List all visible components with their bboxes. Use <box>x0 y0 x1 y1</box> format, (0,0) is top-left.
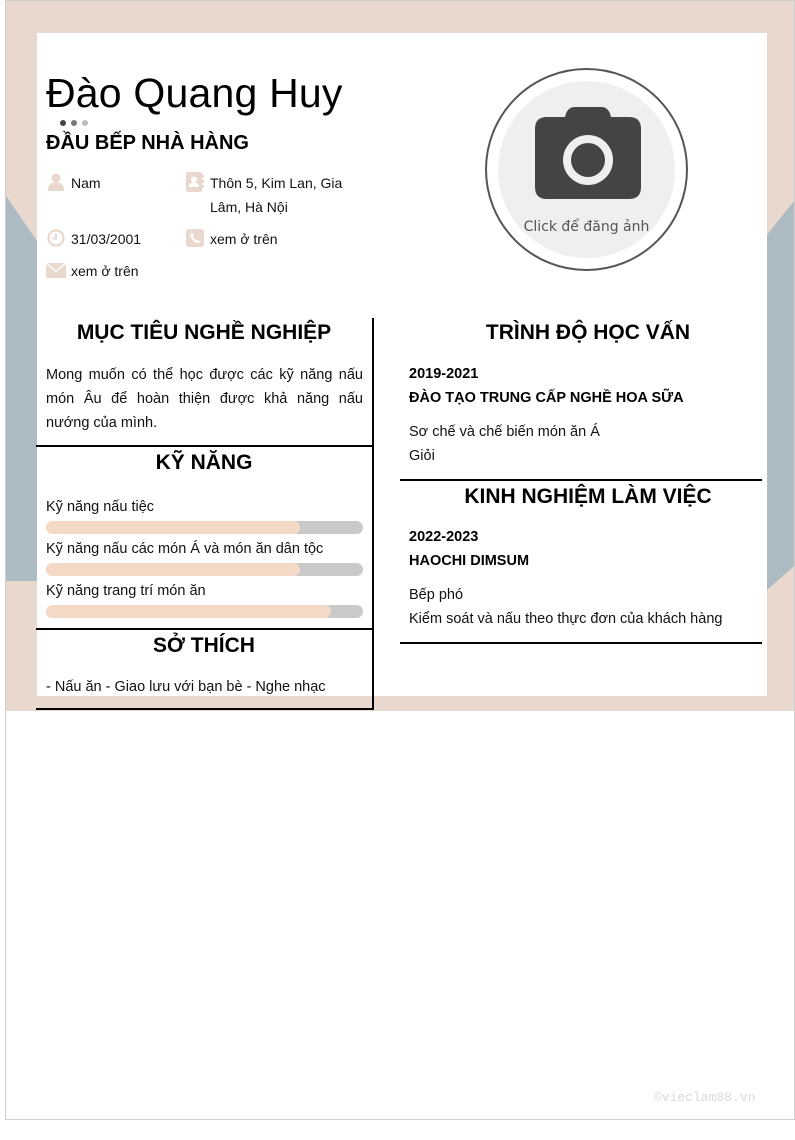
experience-position[interactable]: Bếp phó <box>409 587 464 603</box>
skill-bar-fill <box>46 605 331 618</box>
avatar-upload[interactable] <box>485 68 688 271</box>
drag-handle-dots[interactable] <box>60 120 88 126</box>
skill-label[interactable]: Kỹ năng nấu các món Á và món ăn dân tộc <box>46 541 324 557</box>
experience-description[interactable]: Kiểm soát và nấu theo thực đơn của khách hàng <box>409 611 723 627</box>
education-title[interactable]: TRÌNH ĐỘ HỌC VẤN <box>485 321 691 344</box>
address-line-1: Thôn 5, Kim Lan, Gia <box>210 175 343 191</box>
skill-bar[interactable] <box>46 521 363 534</box>
education-major[interactable]: Sơ chế và chế biến món ăn Á <box>409 424 600 440</box>
skill-bar[interactable] <box>46 563 363 576</box>
phone-icon <box>185 228 205 248</box>
objective-text[interactable]: Mong muốn có thể học được các kỹ năng nấu món Âu để hoàn thiện được khả năng nấu nướng của mình. <box>46 367 363 431</box>
phone-value[interactable]: xem ở trên <box>210 231 278 247</box>
hobbies-title[interactable]: SỞ THÍCH <box>153 634 255 657</box>
section-divider <box>36 628 374 630</box>
right-accent-shape <box>766 196 795 606</box>
experience-period[interactable]: 2022-2023 <box>409 529 479 545</box>
skill-bar-fill <box>46 563 300 576</box>
objective-title[interactable]: MỤC TIÊU NGHỀ NGHIỆP <box>76 321 332 344</box>
watermark: ©vieclam88.vn <box>654 1090 756 1105</box>
section-divider <box>36 445 374 447</box>
section-divider <box>36 708 374 710</box>
info-phone <box>185 227 278 251</box>
contact-book-icon <box>185 172 205 192</box>
skill-bar-fill <box>46 521 300 534</box>
address-line-2: Lâm, Hà Nội <box>210 199 288 215</box>
email-value[interactable]: xem ở trên <box>71 263 139 279</box>
avatar-caption: Click để đăng ảnh <box>523 219 650 235</box>
envelope-icon <box>46 260 66 280</box>
experience-title[interactable]: KINH NGHIỆM LÀM VIỆC <box>464 485 712 508</box>
avatar-placeholder <box>498 81 675 258</box>
info-address <box>185 171 355 219</box>
education-school[interactable]: ĐÀO TẠO TRUNG CẤP NGHỀ HOA SỮA <box>409 390 684 406</box>
dot-icon <box>71 120 77 126</box>
info-email <box>46 259 139 283</box>
dot-icon <box>60 120 66 126</box>
candidate-name[interactable]: Đào Quang Huy <box>46 70 343 116</box>
skills-title[interactable]: KỸ NĂNG <box>155 451 253 474</box>
gender-value[interactable]: Nam <box>71 175 101 191</box>
section-divider <box>400 479 762 481</box>
job-title[interactable]: ĐẦU BẾP NHÀ HÀNG <box>46 132 249 154</box>
skill-label[interactable]: Kỹ năng nấu tiệc <box>46 499 155 515</box>
user-icon <box>46 172 66 192</box>
skill-label[interactable]: Kỹ năng trang trí món ăn <box>46 583 206 599</box>
camera-icon <box>535 107 641 199</box>
skill-bar[interactable] <box>46 605 363 618</box>
section-divider <box>400 642 762 644</box>
info-birthdate <box>46 227 141 251</box>
experience-company[interactable]: HAOCHI DIMSUM <box>409 553 530 569</box>
hobbies-text[interactable]: - Nấu ăn - Giao lưu với bạn bè - Nghe nhạc <box>46 679 326 695</box>
address-value[interactable] <box>210 171 342 219</box>
education-grade[interactable]: Giỏi <box>409 448 435 464</box>
birthdate-value[interactable]: 31/03/2001 <box>71 231 142 247</box>
education-period[interactable]: 2019-2021 <box>409 366 479 382</box>
left-accent-shape <box>6 191 38 606</box>
dot-icon <box>82 120 88 126</box>
info-gender <box>46 171 101 195</box>
clock-icon <box>46 228 66 248</box>
